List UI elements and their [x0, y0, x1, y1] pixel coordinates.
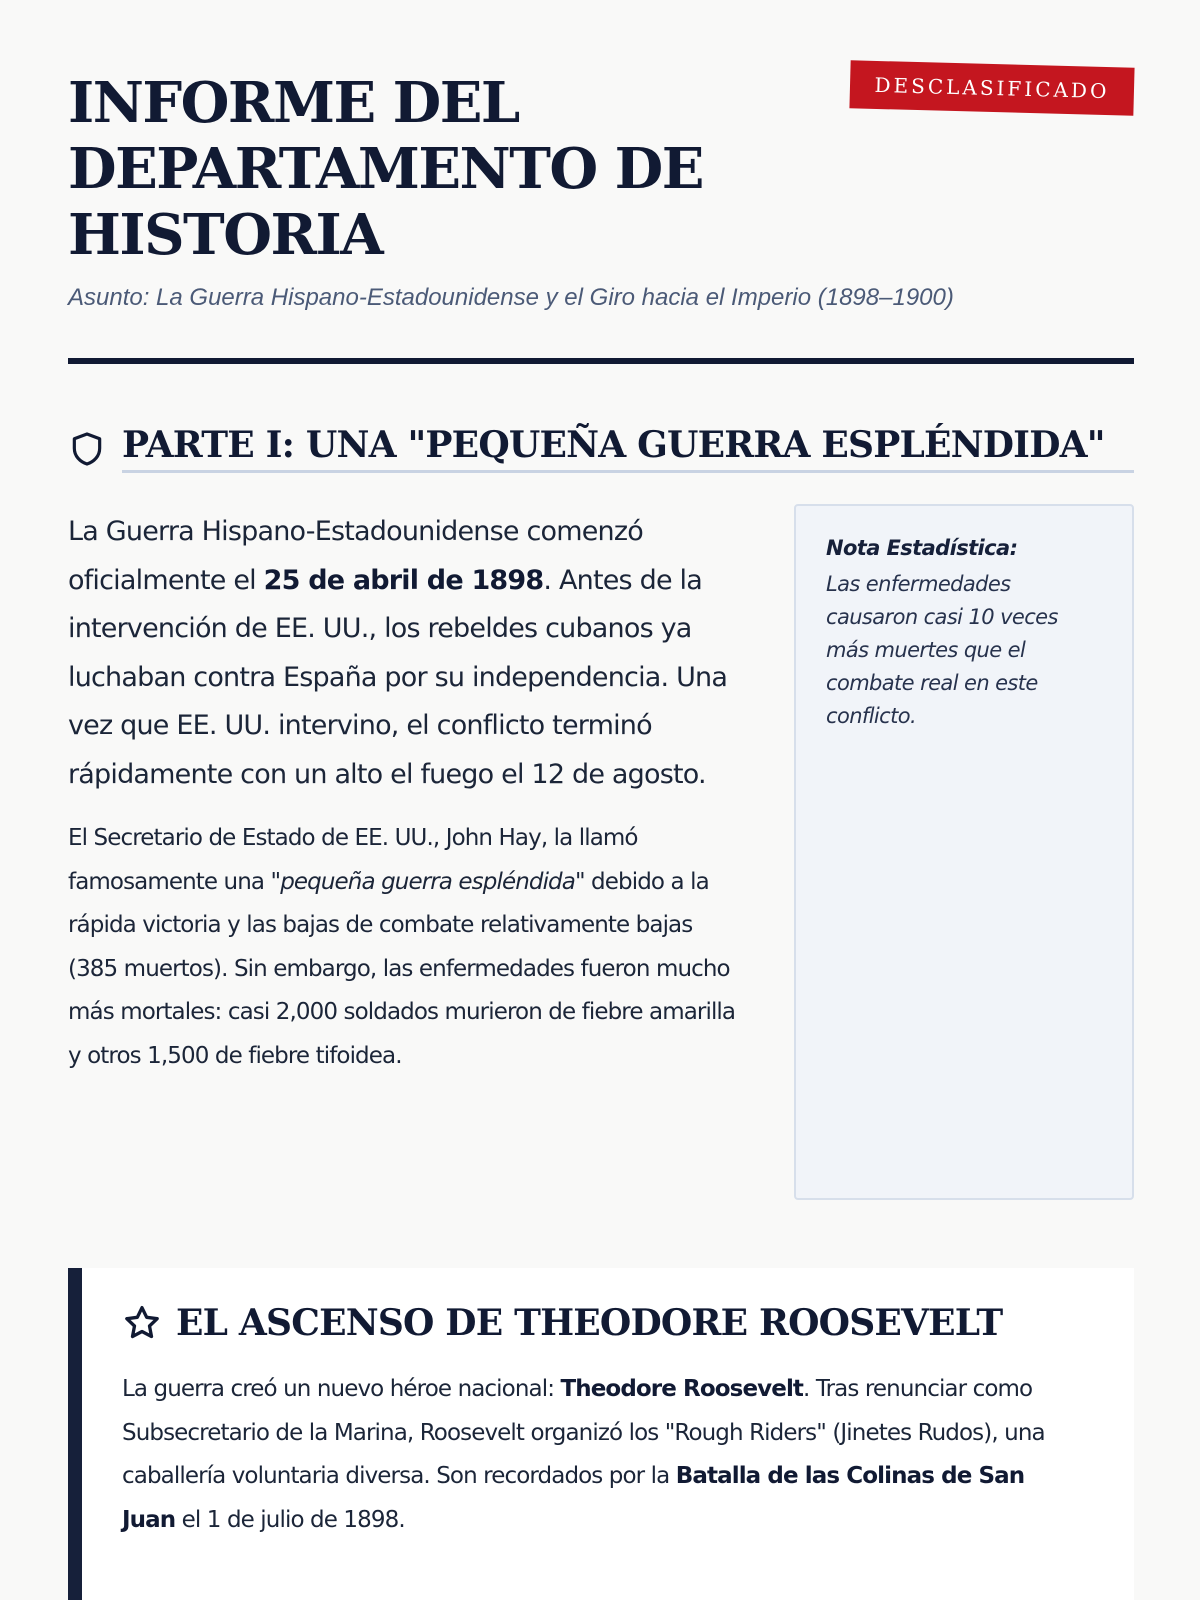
roosevelt-card: [68, 1268, 1134, 1600]
text-run: . Antes de la intervención de EE. UU., los rebeldes cubanos ya luchaban contra España por su independencia. Una vez que EE. UU. intervino, el conflicto terminó rápidamente con un alto el fuego el 12 de agosto.: [68, 564, 728, 790]
note-title: Nota Estadística:: [826, 536, 1018, 560]
star-icon: [122, 1303, 162, 1343]
text-run: debido a la rápida victoria y las bajas de combate relativamente bajas (385 muertos). Sin embargo, las enfermedades fueron mucho más mortales: casi 2,000 soldados murieron de fiebre amarilla y otros 1,500 de fiebre tifoidea.: [68, 868, 736, 1069]
roosevelt-heading-text: EL ASCENSO DE THEODORE ROOSEVELT: [176, 1302, 1003, 1344]
text-run: La Guerra Hispano-Estadounidense comenzó oficialmente el: [68, 516, 643, 596]
roosevelt-name: Theodore Roosevelt: [560, 1376, 804, 1402]
declassified-stamp: DESCLASIFICADO: [849, 60, 1134, 115]
text-run: El Secretario de Estado de EE. UU., John Hay, la llamó famosamente una: [68, 825, 638, 895]
part1-paragraph-2: [68, 817, 738, 1078]
page-title: INFORME DEL DEPARTAMENTO DE HISTORIA: [68, 70, 703, 268]
note-body: Las enfermedades causaron casi 10 veces más muertes que el combate real en este conflicto.: [826, 572, 1058, 728]
header-divider: [68, 358, 1134, 364]
part1-body: [68, 508, 738, 1078]
report-page: [68, 0, 1134, 1600]
report-subject: Asunto: La Guerra Hispano-Estadounidense y el Giro hacia el Imperio (1898–1900): [68, 284, 954, 311]
text-run: . Tras renunciar como Subsecretario de la Marina, Roosevelt organizó los "Rough Riders" (Jinetes Rudos), una caballería voluntaria diversa. Son recordados por la: [122, 1376, 1045, 1489]
text-run: La guerra creó un nuevo héroe nacional:: [122, 1376, 561, 1402]
battle-name: Batalla de las Colinas de San Juan: [122, 1463, 1025, 1533]
roosevelt-paragraph: [122, 1368, 1082, 1542]
shield-icon: [68, 430, 106, 468]
report-header: [68, 70, 1134, 312]
part1-paragraph-1: [68, 508, 738, 799]
start-date: 25 de abril de 1898: [263, 564, 544, 596]
roosevelt-heading: [122, 1302, 1094, 1344]
statistical-note: [794, 504, 1134, 1200]
part1-heading: [68, 424, 1134, 473]
text-run: el 1 de julio de 1898.: [175, 1506, 405, 1533]
part1-heading-text: PARTE I: UNA "PEQUEÑA GUERRA ESPLÉNDIDA": [122, 424, 1134, 473]
quote: "pequeña guerra espléndida": [270, 868, 585, 895]
